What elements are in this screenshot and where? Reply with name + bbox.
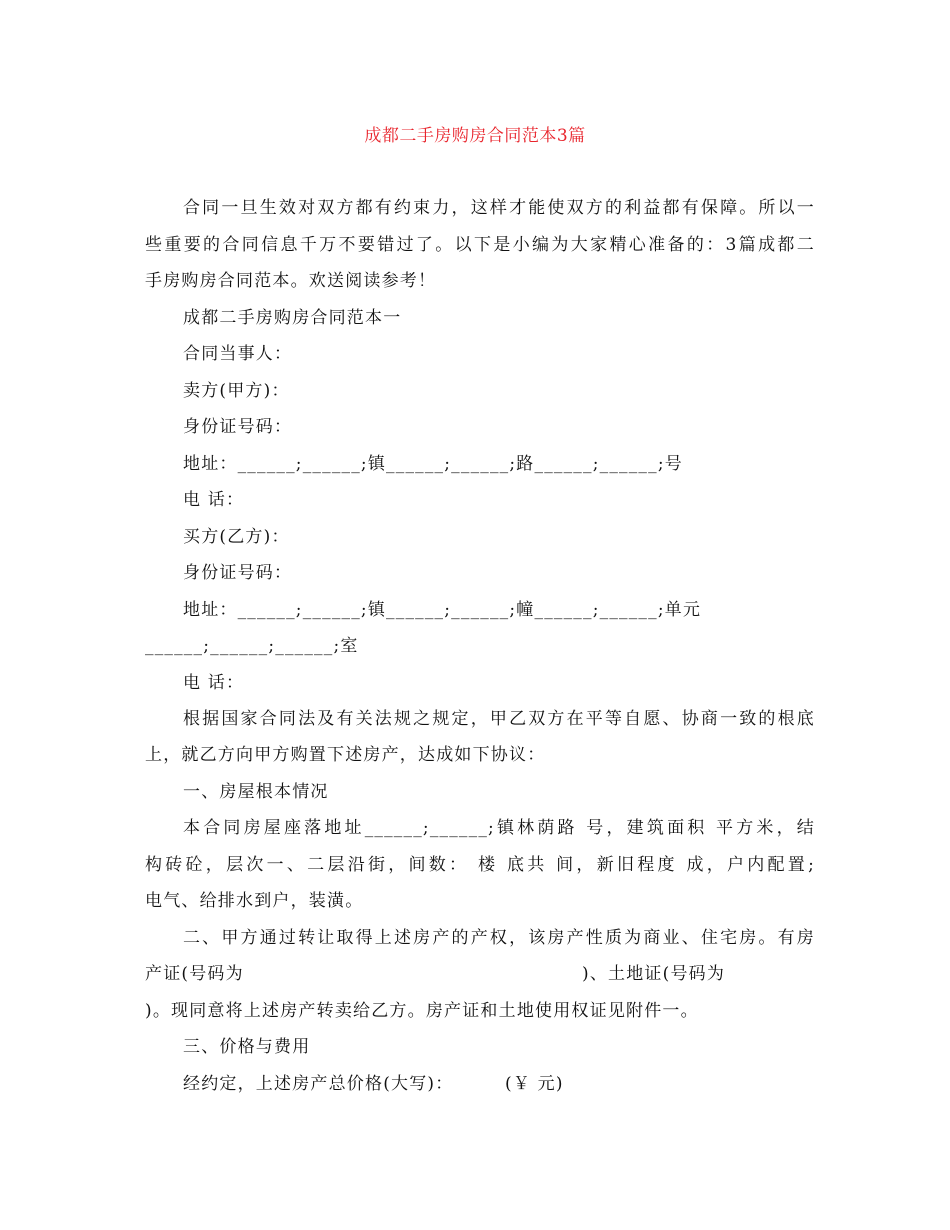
paragraph-line: 合同一旦生效对双方都有约束力，这样才能使双方的利益都有保障。所以一 <box>183 198 815 218</box>
section-heading: 三、价格与费用 <box>183 1037 311 1057</box>
paragraph-line: )。现同意将上述房产转卖给乙方。房产证和土地使用权证见附件一。 <box>145 1001 699 1021</box>
paragraph-line: )、土地证(号码为 <box>582 964 726 984</box>
paragraph-line: 构砖砼，层次一、二层沿街，间数： 楼 底共 间，新旧程度 成，户内配置; <box>145 855 815 875</box>
paragraph-line: 买方(乙方)： <box>183 527 290 547</box>
paragraph-line: 卖方(甲方)： <box>183 381 290 401</box>
price-amount: (￥ 元) <box>505 1074 564 1094</box>
paragraph-line: 地址：______;______;镇______;______;路______;______;号 <box>183 454 683 474</box>
paragraph-line: 经约定，上述房产总价格(大写)： <box>183 1074 454 1094</box>
paragraph-line: 上，就乙方向甲方购置下述房产，达成如下协议： <box>145 745 546 765</box>
paragraph-line: 身份证号码： <box>183 417 293 437</box>
paragraph-line: 合同当事人： <box>183 344 293 364</box>
section-heading: 一、房屋根本情况 <box>183 782 329 802</box>
paragraph-line: 电 话： <box>183 673 245 693</box>
paragraph-line: 本合同房屋座落地址______;______;镇林荫路 号，建筑面积 平方米，结 <box>183 818 815 838</box>
document-title: 成都二手房购房合同范本3篇 <box>364 126 586 146</box>
paragraph-line: 电 话： <box>183 490 245 510</box>
paragraph-line: 二、甲方通过转让取得上述房产的产权，该房产性质为商业、住宅房。有房 <box>183 928 815 948</box>
paragraph-line: ______;______;______;室 <box>145 636 359 656</box>
paragraph-line: 手房购房合同范本。欢送阅读参考！ <box>145 271 437 291</box>
paragraph-line: 电气、给排水到户，装潢。 <box>145 891 364 911</box>
paragraph-line: 地址：______;______;镇______;______;幢______;______;单元 <box>183 600 702 620</box>
paragraph-line: 身份证号码： <box>183 563 293 583</box>
section-heading: 成都二手房购房合同范本一 <box>183 308 402 328</box>
paragraph-line: 些重要的合同信息千万不要错过了。以下是小编为大家精心准备的：3篇成都二 <box>145 235 815 255</box>
paragraph-line: 根据国家合同法及有关法规之规定，甲乙双方在平等自愿、协商一致的根底 <box>183 709 815 729</box>
paragraph-line: 产证(号码为 <box>145 964 244 984</box>
